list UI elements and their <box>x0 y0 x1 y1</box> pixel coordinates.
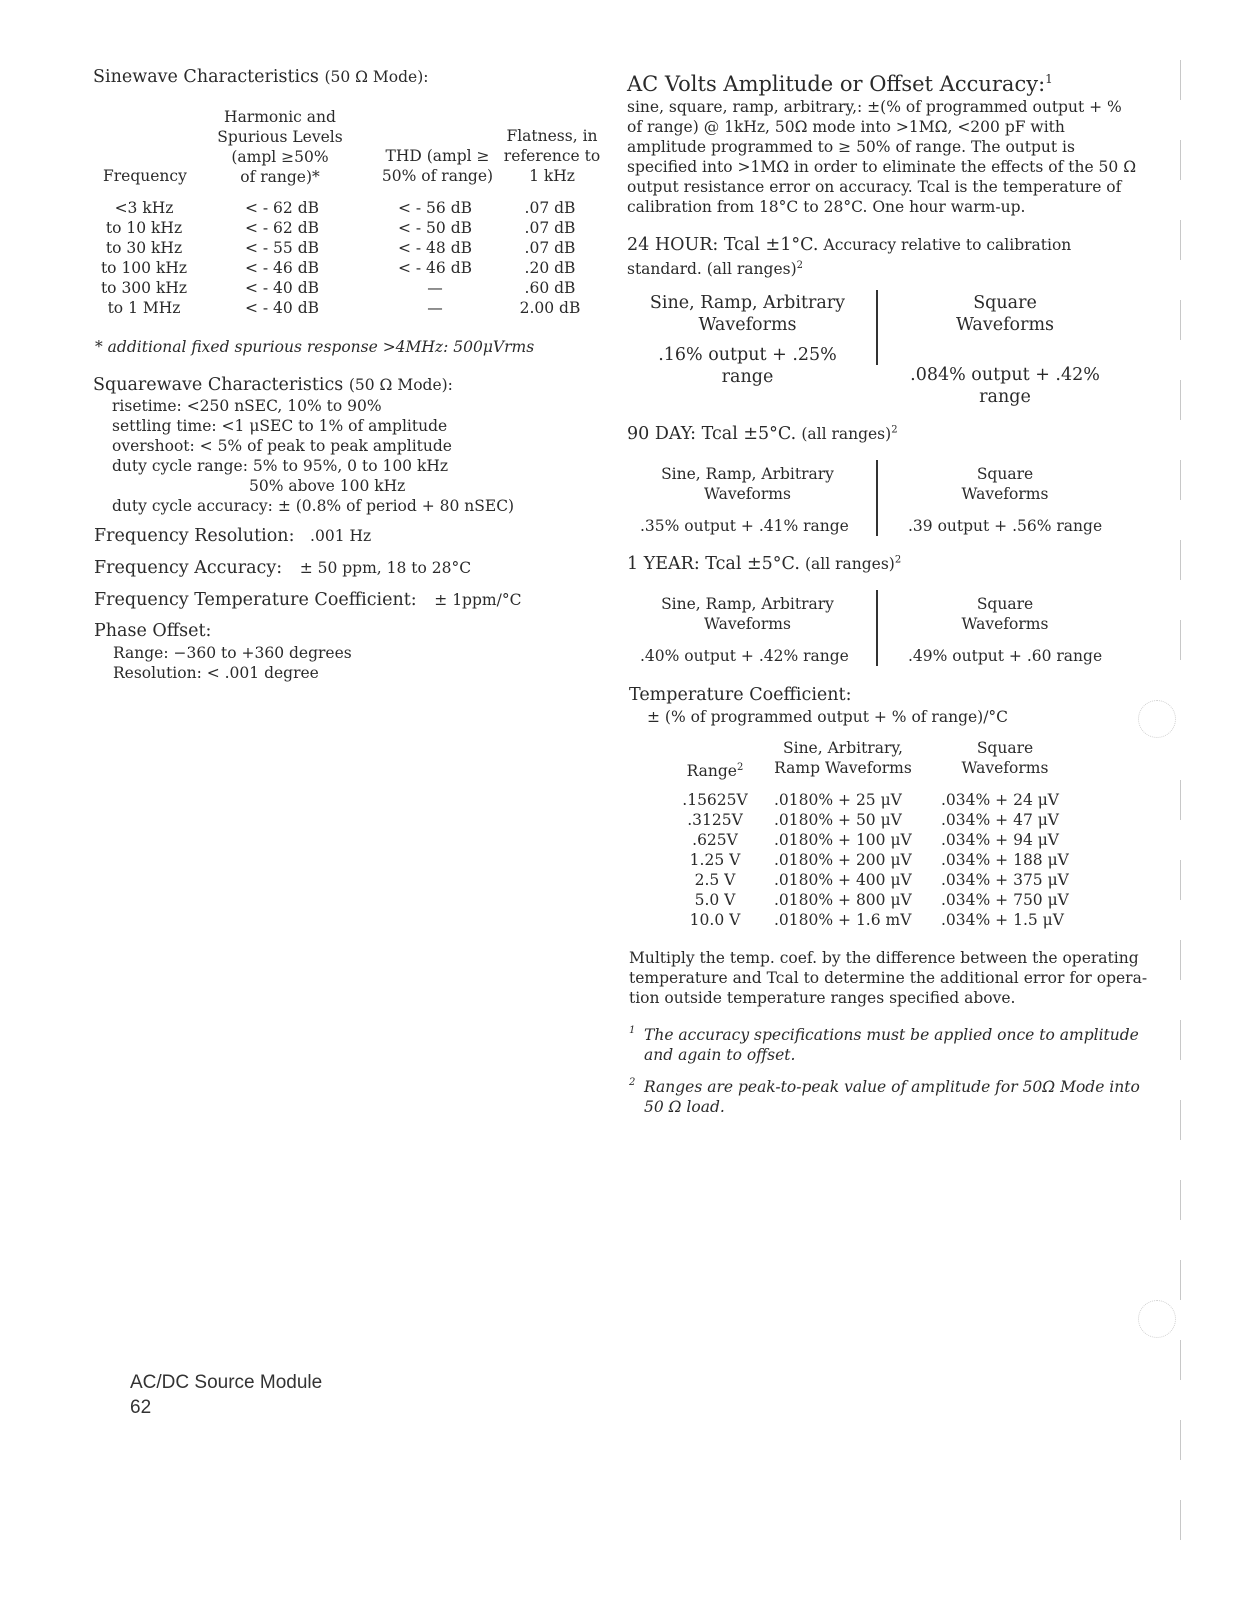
page-footer <box>130 1370 322 1420</box>
range-column <box>670 790 760 930</box>
table-cell: to 30 kHz <box>105 239 183 257</box>
1-year-left-value: .40% output + .42% range <box>640 647 849 665</box>
table-cell: — <box>427 299 443 317</box>
table-cell: .034% + 24 μV <box>941 791 1059 809</box>
table-cell: .07 dB <box>524 239 576 257</box>
harmonic-column <box>222 198 342 318</box>
90-day-right-value: .39 output + .56% range <box>908 517 1103 535</box>
harmonic-header: Harmonic and Spurious Levels (ampl ≥50% of range)* <box>217 108 343 186</box>
ac-volts-title: AC Volts Amplitude or Offset Accuracy:$^1$ <box>627 72 1053 96</box>
table-cell: .625V <box>692 831 738 849</box>
table-cell: .15625V <box>682 791 748 809</box>
sinewave-heading <box>93 66 429 88</box>
table-cell: < - 40 dB <box>244 299 320 317</box>
table-cell: 1.25 V <box>689 851 741 869</box>
table-cell: .034% + 188 μV <box>941 851 1069 869</box>
sinewave-mode: (50 Ω Mode): <box>324 68 429 86</box>
squarewave-heading <box>93 374 453 396</box>
table-cell: .0180% + 25 μV <box>774 791 902 809</box>
spec-line: settling time: <1 μSEC to 1% of amplitude <box>112 417 448 435</box>
multiply-note: Multiply the temp. coef. by the difference between the operating temperature and Tcal to determine the additional error for opera- tion outside temperature ranges specified above. <box>629 949 1148 1007</box>
table-cell: .60 dB <box>524 279 576 297</box>
spec-line: duty cycle accuracy: ± (0.8% of period + 80 nSEC) <box>112 497 515 515</box>
table-cell: < - 56 dB <box>397 199 473 217</box>
table-cell: .0180% + 400 μV <box>774 871 912 889</box>
flatness-column <box>505 198 595 318</box>
squarewave-title: Squarewave Characteristics <box>93 375 344 395</box>
table-cell: < - 50 dB <box>397 219 473 237</box>
column-divider <box>876 590 878 666</box>
table-cell: .034% + 750 μV <box>941 891 1069 909</box>
footnote-1: 1 The accuracy specifications must be applied once to amplitude and again to offset. <box>629 1025 1139 1064</box>
table-cell: .034% + 1.5 μV <box>941 911 1064 929</box>
24-hour-left-header: Sine, Ramp, Arbitrary Waveforms <box>649 293 846 335</box>
sine-header: Sine, Arbitrary, Ramp Waveforms <box>774 739 912 777</box>
1-year-left-header: Sine, Ramp, Arbitrary Waveforms <box>661 595 834 633</box>
freq-accuracy: Frequency Accuracy: ± 50 ppm, 18 to 28°C <box>94 558 472 578</box>
footnote-2: 2 Ranges are peak-to-peak value of amplitude for 50Ω Mode into 50 Ω load. <box>629 1077 1140 1116</box>
spec-line: risetime: <250 nSEC, 10% to 90% <box>112 397 382 415</box>
24-hour-right-header: Square Waveforms <box>955 293 1055 335</box>
24-hour-heading: 24 HOUR: Tcal ±1°C. Accuracy relative to calibration standard. (all ranges)$^2$ <box>627 235 1072 279</box>
tempco-subtitle: ± (% of programmed output + % of range)/°C <box>647 708 1009 726</box>
table-cell: .0180% + 200 μV <box>774 851 912 869</box>
squarewave-specs <box>112 396 514 516</box>
column-divider <box>876 460 878 536</box>
table-cell: .034% + 375 μV <box>941 871 1069 889</box>
square-header: Square Waveforms <box>961 739 1049 777</box>
table-cell: 5.0 V <box>694 891 736 909</box>
table-cell: to 300 kHz <box>100 279 188 297</box>
sine-column <box>774 790 912 930</box>
table-cell: to 10 kHz <box>105 219 183 237</box>
table-cell: to 100 kHz <box>100 259 188 277</box>
column-divider <box>876 290 878 365</box>
90-day-left-header: Sine, Ramp, Arbitrary Waveforms <box>661 465 834 503</box>
ac-volts-intro: sine, square, ramp, arbitrary,: ±(% of programmed output + % of range) @ 1kHz, 50Ω mode into >1MΩ, <200 pF with amplitude programmed to ≥ 50% of range. The output is specified into >1MΩ in order to eliminate the effects of the 50 Ω output resistance error on accuracy. Tcal is the temperature of calibration from 18°C to 28°C. One hour warm-up. <box>627 98 1137 216</box>
flatness-header: Flatness, in reference to 1 kHz <box>503 127 601 185</box>
phase-offset-title: Phase Offset: <box>94 621 212 641</box>
table-cell: < - 62 dB <box>244 219 320 237</box>
square-column <box>941 790 1069 930</box>
table-cell: .0180% + 1.6 mV <box>774 911 912 929</box>
24-hour-right-value: .084% output + .42% range <box>910 365 1100 407</box>
1-year-right-value: .49% output + .60 range <box>908 647 1103 665</box>
table-cell: .034% + 94 μV <box>941 831 1059 849</box>
table-cell: .034% + 47 μV <box>941 811 1059 829</box>
table-cell: < - 55 dB <box>244 239 320 257</box>
frequency-column <box>88 198 200 318</box>
table-cell: — <box>427 279 443 297</box>
spec-line: duty cycle range: 5% to 95%, 0 to 100 kHz <box>112 457 449 475</box>
table-cell: .0180% + 100 μV <box>774 831 912 849</box>
freq-resolution: Frequency Resolution: .001 Hz <box>94 526 372 546</box>
range-header: Range$^2$ <box>686 762 744 781</box>
table-cell: to 1 MHz <box>107 299 181 317</box>
squarewave-mode: (50 Ω Mode): <box>348 376 453 394</box>
page-number: 62 <box>130 1397 152 1418</box>
1-year-right-header: Square Waveforms <box>961 595 1049 633</box>
table-cell: <3 kHz <box>114 199 174 217</box>
90-day-left-value: .35% output + .41% range <box>640 517 849 535</box>
frequency-header: Frequency <box>103 167 187 185</box>
sinewave-footnote: * additional fixed spurious response >4MHz: 500μVrms <box>95 338 535 356</box>
table-cell: 2.00 dB <box>519 299 581 317</box>
90-day-right-header: Square Waveforms <box>961 465 1049 503</box>
table-cell: .07 dB <box>524 219 576 237</box>
table-cell: .20 dB <box>524 259 576 277</box>
phase-offset-specs: Range: −360 to +360 degrees Resolution: < .001 degree <box>113 644 352 682</box>
thd-column <box>375 198 495 318</box>
table-cell: 2.5 V <box>694 871 736 889</box>
table-cell: < - 46 dB <box>397 259 473 277</box>
1-year-heading: 1 YEAR: Tcal ±5°C. (all ranges)$^2$ <box>627 554 902 574</box>
table-cell: .0180% + 50 μV <box>774 811 902 829</box>
table-cell: < - 48 dB <box>397 239 473 257</box>
24-hour-left-value: .16% output + .25% range <box>658 345 837 387</box>
freq-temp-coefficient: Frequency Temperature Coefficient: ± 1ppm/°C <box>94 590 522 610</box>
table-cell: < - 62 dB <box>244 199 320 217</box>
module-name: AC/DC Source Module <box>130 1372 323 1393</box>
thd-header: THD (ampl ≥ 50% of range) <box>381 147 494 185</box>
table-cell: .07 dB <box>524 199 576 217</box>
table-cell: .0180% + 800 μV <box>774 891 912 909</box>
spec-line: 50% above 100 kHz <box>249 477 406 495</box>
spec-line: overshoot: < 5% of peak to peak amplitude <box>112 437 452 455</box>
tempco-title: Temperature Coefficient: <box>629 685 852 705</box>
90-day-heading: 90 DAY: Tcal ±5°C. (all ranges)$^2$ <box>627 424 898 444</box>
table-cell: .3125V <box>687 811 743 829</box>
sinewave-title: Sinewave Characteristics <box>93 67 319 87</box>
table-cell: 10.0 V <box>689 911 741 929</box>
table-cell: < - 46 dB <box>244 259 320 277</box>
table-cell: < - 40 dB <box>244 279 320 297</box>
